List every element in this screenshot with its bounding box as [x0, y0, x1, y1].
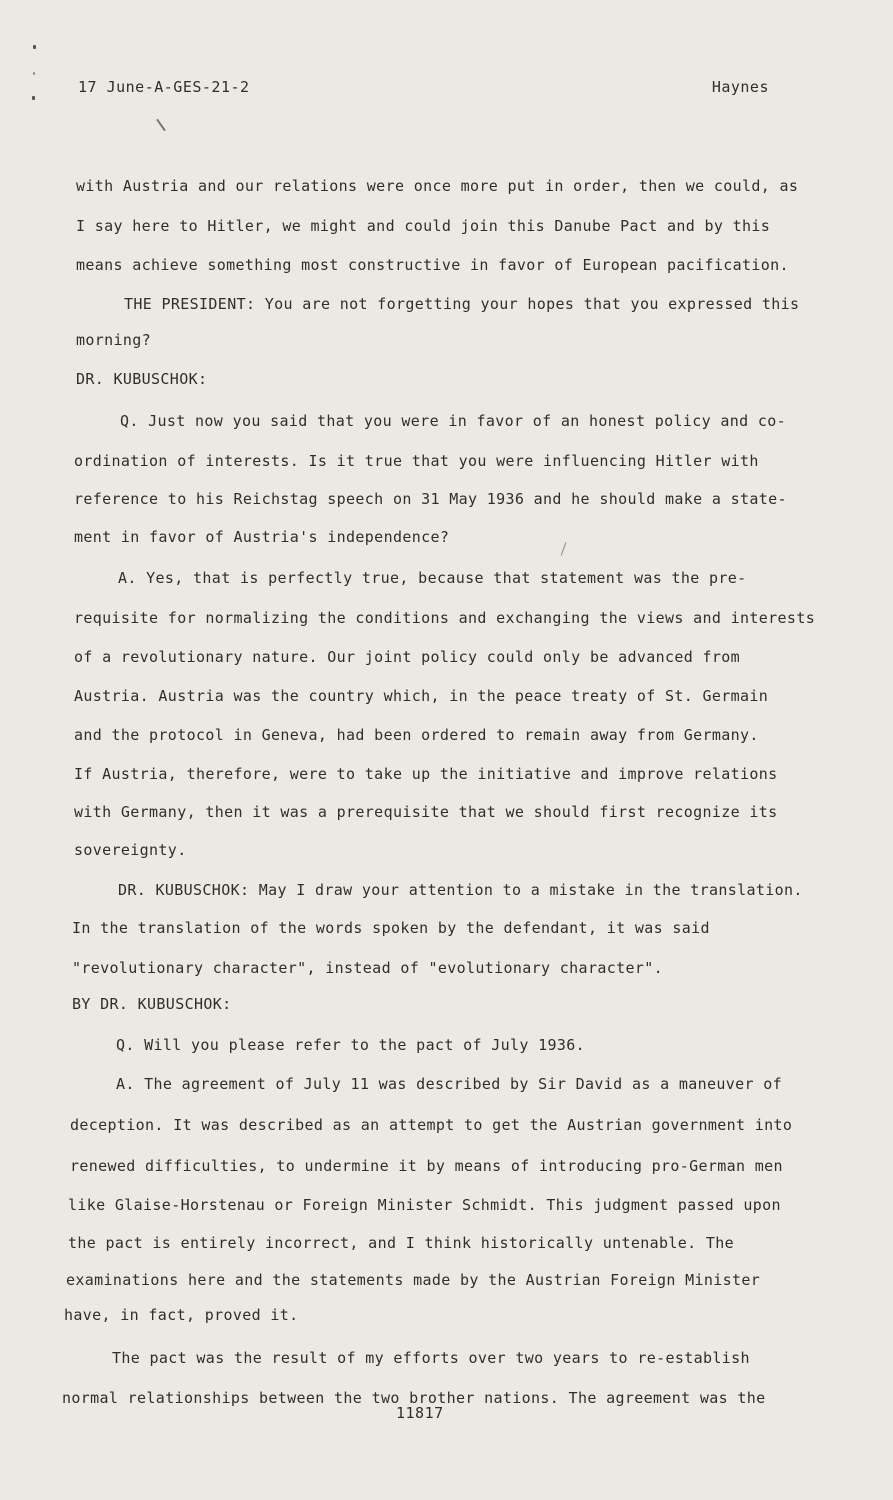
text-line: ordination of interests. Is it true that you were influencing Hitler with: [74, 452, 759, 470]
text-line: examinations here and the statements made by the Austrian Foreign Minister: [66, 1271, 761, 1289]
binding-hole-mark: [33, 72, 35, 75]
text-line: deception. It was described as an attempt to get the Austrian government into: [70, 1116, 793, 1134]
speaker-heading: BY DR. KUBUSCHOK:: [72, 995, 232, 1013]
text-line: A. The agreement of July 11 was described by Sir David as a maneuver of: [116, 1075, 783, 1093]
pencil-mark: [156, 119, 166, 132]
reporter-name: Haynes: [711, 78, 769, 96]
text-line: normal relationships between the two brother nations. The agreement was the: [62, 1389, 766, 1407]
text-line: with Germany, then it was a prerequisite that we should first recognize its: [74, 803, 778, 821]
text-line: Austria. Austria was the country which, in the peace treaty of St. Germain: [74, 687, 769, 705]
text-line: The pact was the result of my efforts over two years to re-establish: [112, 1349, 750, 1367]
text-line: requisite for normalizing the conditions and exchanging the views and interests: [74, 609, 816, 627]
text-line: THE PRESIDENT: You are not forgetting your hopes that you expressed this: [124, 295, 800, 313]
text-line: DR. KUBUSCHOK: May I draw your attention to a mistake in the translation.: [118, 881, 803, 899]
text-line: have, in fact, proved it.: [64, 1306, 299, 1324]
text-line: like Glaise-Horstenau or Foreign Minister Schmidt. This judgment passed upon: [68, 1196, 781, 1214]
text-line: means achieve something most constructive in favor of European pacification.: [76, 256, 789, 274]
text-line: with Austria and our relations were once more put in order, then we could, as: [76, 177, 799, 195]
text-line: of a revolutionary nature. Our joint policy could only be advanced from: [74, 648, 741, 666]
text-line: Q. Just now you said that you were in favor of an honest policy and co-: [120, 412, 787, 430]
text-line: the pact is entirely incorrect, and I think historically untenable. The: [68, 1234, 735, 1252]
text-line: sovereignty.: [74, 841, 187, 859]
document-reference: 17 June-A-GES-21-2: [78, 78, 250, 96]
text-line: ment in favor of Austria's independence?: [74, 528, 450, 546]
text-line: morning?: [76, 331, 152, 349]
text-line: I say here to Hitler, we might and could join this Danube Pact and by this: [76, 217, 771, 235]
text-line: In the translation of the words spoken by the defendant, it was said: [72, 919, 710, 937]
text-line: renewed difficulties, to undermine it by means of introducing pro-German men: [70, 1157, 783, 1175]
binding-hole-mark: [32, 96, 35, 100]
text-line: and the protocol in Geneva, had been ordered to remain away from Germany.: [74, 726, 759, 744]
text-line: reference to his Reichstag speech on 31 May 1936 and he should make a state-: [74, 490, 787, 508]
page-number: 11817: [396, 1404, 444, 1422]
binding-hole-mark: [33, 45, 36, 49]
text-line: If Austria, therefore, were to take up the initiative and improve relations: [74, 765, 778, 783]
text-line: Q. Will you please refer to the pact of July 1936.: [116, 1036, 586, 1054]
pencil-tick: [561, 542, 567, 555]
text-line: A. Yes, that is perfectly true, because that statement was the pre-: [118, 569, 747, 587]
text-line: "revolutionary character", instead of "evolutionary character".: [72, 959, 663, 977]
speaker-heading: DR. KUBUSCHOK:: [76, 370, 208, 388]
